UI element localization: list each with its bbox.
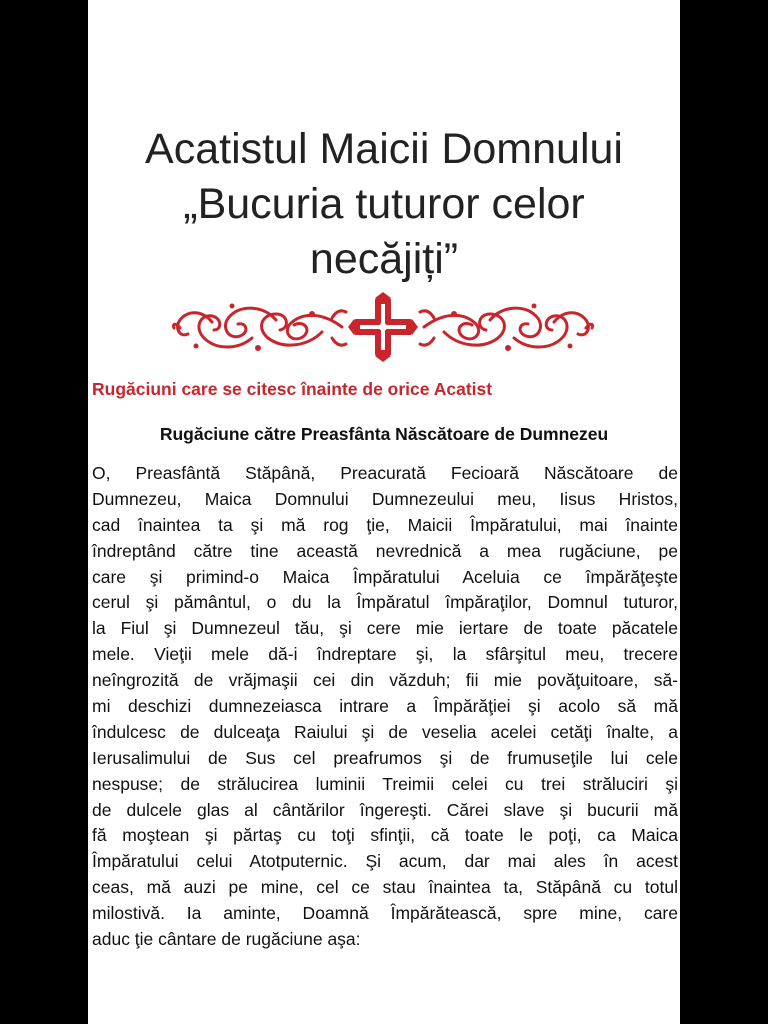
section-heading: Rugăciuni care se citesc înainte de orice Acatist [92, 379, 493, 399]
body-line: fă moştean şi părtaş cu toţi sfinţii, că toate le poţi, ca Maica [92, 825, 678, 846]
body-line: care şi primind-o Maica Împăratului Aceluia ce împărăţeşte [92, 566, 678, 587]
body-line: Dumnezeu, Maica Domnului Dumnezeului meu, Iisus Hristos, [92, 488, 678, 509]
body-line: cad înaintea ta şi mă rog ţie, Maicii Împăratului, mai înainte [92, 514, 678, 535]
document-title [88, 122, 680, 287]
right-scroll-ornament [420, 304, 593, 352]
body-line: O, Preasfântă Stăpână, Preacurată Fecioară Născătoare de [92, 463, 678, 483]
title-line-1: Acatistul Maicii Domnului [145, 124, 623, 173]
body-line: nespuse; de strălucirea luminii Treimii celei cu trei străluciri şi [92, 773, 678, 794]
body-line: mele. Vieţii mele dă-i îndreptare şi, la sfârşitul meu, trecere [92, 644, 678, 665]
body-line: îndreptând către tine această nevrednică a mea rugăciune, pe [92, 540, 678, 561]
prayer-title: Rugăciune către Preasfânta Născătoare de Dumnezeu [159, 424, 609, 444]
body-line: ceas, mă auzi pe mine, cel ce stau înaintea ta, Stăpână cu totul [92, 877, 678, 898]
body-line: Împăratului celui Atotputernic. Şi acum, dar mai ales în acest [92, 851, 678, 872]
body-line: de dulcele glas al cântărilor îngereşti. Cărei slave şi bucurii mă [92, 799, 678, 820]
body-line: aduc ţie cântare de rugăciune aşa: [92, 929, 361, 950]
body-line: cerul şi pământul, o du la Împăratul împăraţilor, Domnul tuturor, [92, 592, 678, 613]
left-scroll-ornament [173, 304, 346, 352]
body-line: milostivă. Ia aminte, Doamnă Împărătească, spre mine, care [92, 903, 678, 924]
body-line: la Fiul şi Dumnezeul tău, şi cere mie iertare de toate păcatele [92, 618, 678, 639]
body-line: mi deschizi dumnezeiasca intrare a Împărăţiei şi acolo să mă [92, 696, 678, 717]
title-line-2: „Bucuria tuturor celor [183, 179, 585, 228]
body-line: neîngrozită de vrăjmaşii cei din văzduh; fii mie povăţuitoare, să- [92, 670, 678, 691]
body-line: îndulcesc de dulceaţa Raiului şi de veselia acelei cetăţi înalte, a [92, 721, 678, 742]
floral-cross-ornament-icon [172, 292, 594, 362]
prayer-body [92, 461, 678, 953]
body-line: Ierusalimului de Sus cel preafrumos şi de frumuseţile lui cele [92, 747, 678, 768]
document-page [88, 0, 680, 1024]
title-line-3: necăjiți” [309, 234, 459, 283]
